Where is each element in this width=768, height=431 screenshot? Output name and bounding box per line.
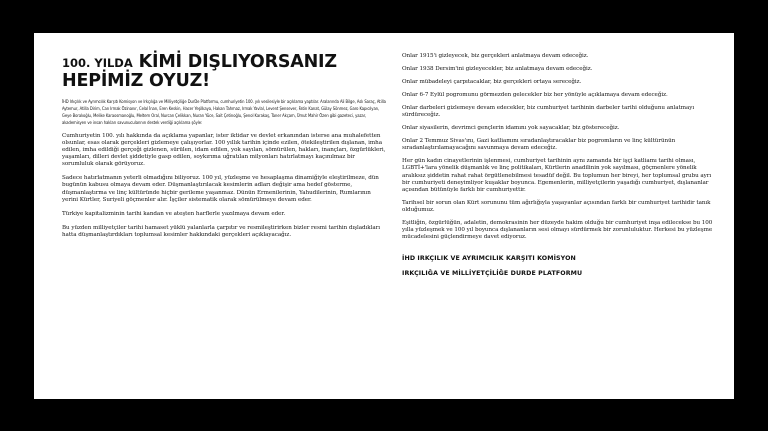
headline-line1: KİMİ DIŞLIYORSANIZ	[138, 52, 337, 72]
right-paragraph: Onlar 1915'i gizleyecek, biz gerçekleri anlatmaya devam edeceğiz.	[402, 53, 589, 59]
right-paragraph: Onlar 2 Temmuz Sivas'ını, Gazi katliamını sıradanlaştıracaklar biz pogromların ve linç kültürünün sıradanlaştırılamayacağını savunmaya devam edeceğiz.	[402, 138, 676, 152]
right-paragraph: Tarihsel bir sorun olan Kürt sorununu tüm ağırlığıyla yaşayanlar açısından farklı bir cumhuriyet tarihidir tanık olduğumuz.	[402, 199, 711, 213]
left-paragraph: Bu yüzden milliyetçiler tarihi hamaset yüklü yalanlarla çarpıtır ve resmileştirirken bizler resmi tarihin dışladıkları hatta düşmanlaştırdıkları toplumsal kesimler hakkındaki gerçekleri açıklayacağız.	[62, 224, 381, 238]
right-paragraph: Onlar siyasilerin, devrimci gençlerin idamını yok sayacaklar, biz göstereceğiz.	[402, 125, 620, 132]
right-paragraph: Onlar mübadeleyi çarpıtacaklar, biz gerçekleri ortaya sereceğiz.	[402, 79, 582, 86]
right-paragraph: Onlar darbeleri gizlemeye devam edecekler, biz cumhuriyet tarihinin darbeler tarihi olduğunu anlatmayı sürdüreceğiz.	[402, 105, 695, 119]
right-paragraph: Onlar 1938 Dersim'ini gizleyecekler, biz anlatmaya devam edeceğiz.	[402, 66, 593, 73]
left-paragraph: Sadece hatırlatmanın yeterli olmadığını biliyoruz. 100 yıl, yüzleşme ve hesaplaşma dinamiğiyle eleştirilmeze, dün bugünün kabusu olmaya devam eder. Düşmanlaştırılacak kesimlerin adları değişir ama hedef gösterme, düşmanlaştırma ve linç kültüründe hiçbir gerileme yaşanmaz. Dünün Ermenilerinin, Yahudilerinin, Rumlarının yerini Kürtler, Suriyeli göçmenler alır. İşçiler sistematik olarak sömürülmeye devam eder.	[62, 175, 379, 203]
headline-prefix: 100. YILDA	[62, 56, 133, 70]
article-page	[34, 33, 734, 399]
right-paragraph: Her gün kadın cinayetlerinin işlenmesi, cumhuriyet tarihinin aynı zamanda bir işçi katliamı tarihi olması, LGBTİ+'lara yönelik düşmanlık ve linç politikaları, Kürtlerin anadilinin yok sayılması, göçmenlere yönelik aralıksız şiddetin rahat rahat örgütlenebilmesi tesadüf değil. Bu toplumun her bireyi, her toplumsal grubu ayrı bir cumhuriyeti deneyimliyor kuşaklar boyunca. Egemenlerin, milliyetçilerin yaşadığı cumhuriyet, dışlananlar açısından bütünüyle farklı bir cumhuriyettir.	[402, 158, 712, 193]
signature-commission: İHD IRKÇILIK VE AYRIMCILIK KARŞITI KOMİSYON	[402, 254, 576, 262]
intro-paragraph: İHD Irkçılık ve Ayrımcılık Karşıtı Komisyon ve Irkçılığa ve Milliyetçiliğe DurDe Platformu, cumhuriyetin 100. yılı vesilesiyle bir açıklama yaptılar. Aralarında Ali Bilge, Aslı Saraç, Atilla Aytemur, Atilla Dirim, Can Irmak Özinanır, Celal İnan, Eren Keskin, Hacer Yeşilkaya, Hakan Tahmaz, Irmak Yavlal, Levent Şensever, Fatin Kanat, Gülay Sönmez, Garo Kapıcılyan, Geye Boralıoğlu, Melike Karaosmanoğlu, Meltem Oral, Nurcan Çelikkan, Nuran Yüce, Sait Çetinoğlu, Şenol Karakaş, Taner Akçam, Ümut Mahir Özen gibi gazeteci, yazar, akademisyen ve insan hakları savunucularının destek verdiği açıklama şöyle:	[62, 99, 386, 126]
signature-platform: IRKÇILIĞA VE MİLLİYETÇİLİĞE DURDE PLATFORMU	[402, 269, 583, 277]
left-paragraph: Cumhuriyetin 100. yılı hakkında da açıklama yapanlar, ister iktidar ve devlet erkanından isterse ana muhalefetten olsunlar, esas olarak gerçekleri gizlemeye çalışıyorlar. 100 yıllık tarihin içinde ezilen, ötekileştirilen dışlanan, imha edilen, imha edildiği gerçeği gizlenen, sürülen, idam edilen, yok sayılan, sömürülen, hakları, inançları, özgürlükleri, yaşamları, dilleri devlet şiddetiyle gasp edilen, soykırıma uğratılan milyonları hatırlatmayı kaçınılmaz bir sorumluluk olarak görüyoruz.	[62, 133, 386, 168]
right-paragraph: Onlar 6-7 Eylül pogromunu görmezden gelecekler biz her yönüyle açıklamaya devam edeceğiz.	[402, 92, 668, 99]
right-column	[402, 33, 718, 278]
left-paragraph: Türkiye kapitalizminin tarihi kandan ve ateşten harflerle yazılmaya devam eder.	[62, 210, 286, 217]
headline-line2: HEPİMİZ OYUZ!	[62, 71, 210, 91]
right-paragraph: Eşitliğin, özgürlüğün, adaletin, demokrasinin her düzeyde hakim olduğu bir cumhuriyet inşa edilecekse bu 100 yılla yüzleşmek ve 100 yıl boyunca dışlananların sesi olmayı sürdürmek bir zorunluluktur. Herkesi bu yüzleşme mücadelesini güçlendirmeye davet ediyoruz.	[402, 219, 713, 240]
left-column	[62, 33, 386, 239]
headline	[62, 53, 386, 90]
